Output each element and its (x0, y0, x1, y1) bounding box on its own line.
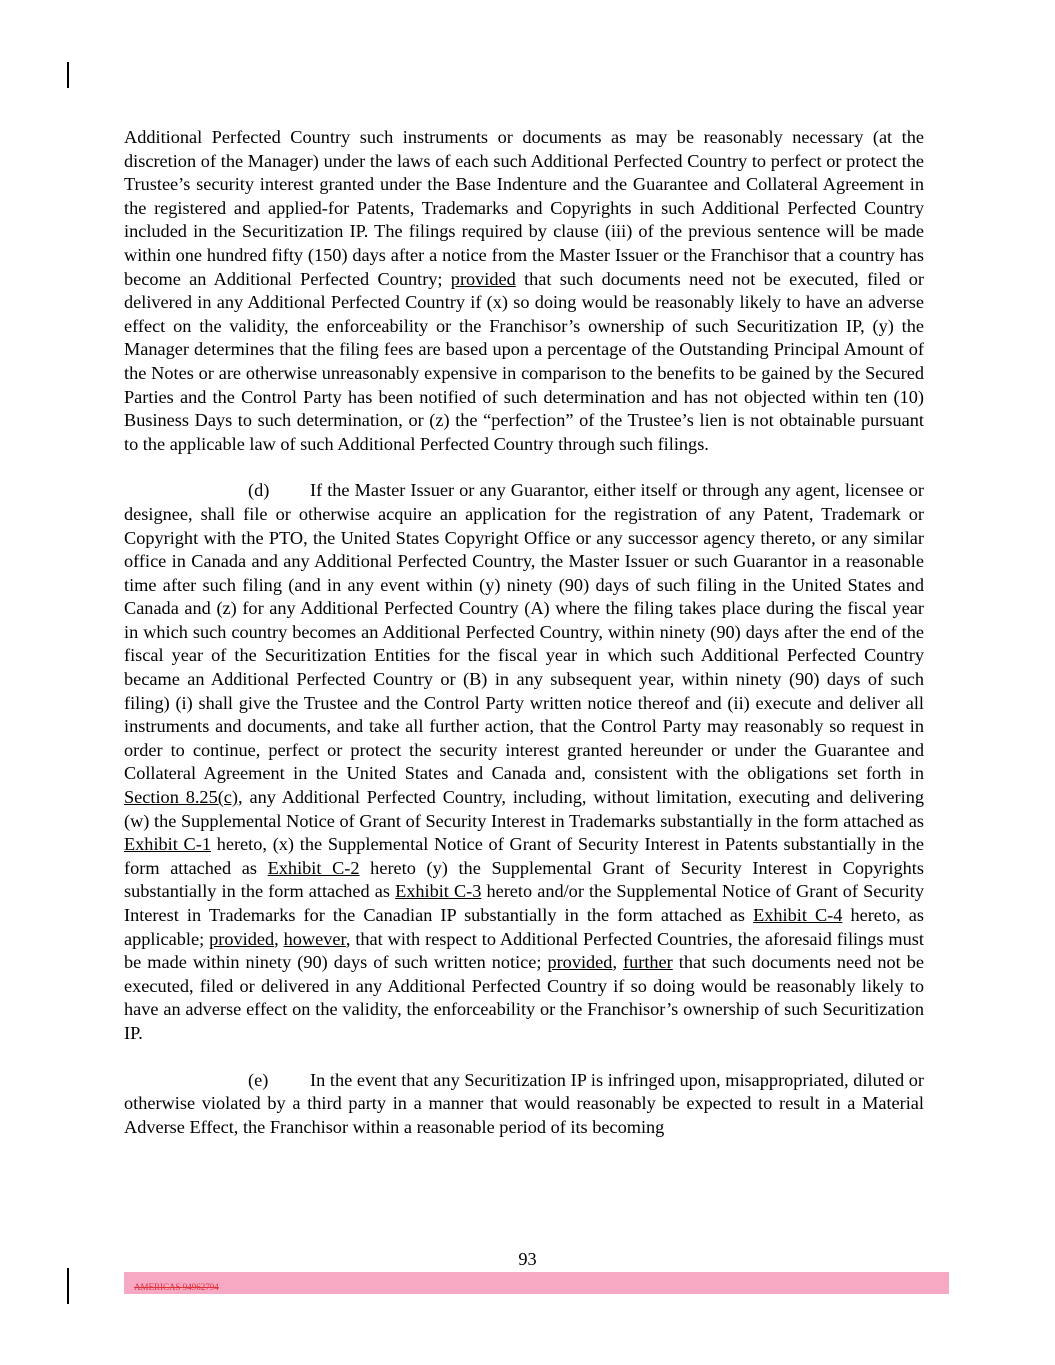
underlined-term: provided (209, 928, 275, 949)
text-run: In the event that any Securitization IP is infringed upon, misappropriated, diluted or otherwise violated by a third party in a manner that would reasonably be expected to result in a Material Adverse Effect, the Franchisor within a reasonable period of its becoming (124, 1069, 924, 1137)
footer-band (124, 1272, 949, 1294)
page-number: 93 (518, 1249, 537, 1269)
exhibit-reference: Exhibit C-1 (124, 834, 211, 855)
text-run: , (274, 928, 284, 949)
underlined-term: provided (450, 268, 516, 289)
exhibit-reference: Exhibit C-3 (395, 881, 482, 902)
underlined-term: further (623, 952, 673, 973)
text-run: hereto, (x) the Supplemental Notice of Grant of Security Interest in Patents substantially in the form attached as (124, 834, 924, 878)
section-reference: Section 8.25(c) (124, 787, 238, 808)
underlined-term: however (283, 928, 346, 949)
text-run: hereto and/or the Supplemental Notice of Grant of Security Interest in Trademarks for the Canadian IP substantially in the form attached as (124, 881, 924, 925)
text-run: , (612, 952, 624, 973)
text-run: hereto, as applicable; (124, 905, 924, 949)
clause-label: (e) (248, 1069, 269, 1090)
exhibit-reference: Exhibit C-4 (753, 905, 843, 925)
paragraph-d (124, 479, 924, 1045)
exhibit-reference: Exhibit C-2 (267, 857, 360, 878)
text-run: Additional Perfected Country such instruments or documents as may be reasonably necessary (at the discretion of the Manager) under the laws of each such Additional Perfected Country to perfect or protect the Trustee’s security interest granted under the Base Indenture and the Guarantee and Collateral Agreement in the registered and applied-for Patents, Trademarks and Copyrights in such Additional Perfected Country included in the Securitization IP. The filings required by clause (iii) of the previous sentence will be made within one hundred fifty (150) days after a notice from the Master Issuer or the Franchisor that a country has become an Additional Perfected Country; (124, 127, 924, 289)
document-id: AMERICAS 94962794 (134, 1282, 219, 1292)
change-bar-bottom (67, 1268, 69, 1304)
text-run: that such documents need not be executed, filed or delivered in any Additional Perfected Country if so doing would be reasonably likely to have an adverse effect on the validity, the enforceability or the Franchisor’s ownership of such Securitization IP. (124, 952, 924, 1043)
paragraph-continuation (124, 126, 924, 456)
document-body (124, 126, 924, 1162)
text-run: that such documents need not be executed, filed or delivered in any Additional Perfected Country if (x) so doing would be reasonably likely to have an adverse effect on the validity, the enforceability or the Franchisor’s ownership of such Securitization IP, (y) the Manager determines that the filing fees are based upon a percentage of the Outstanding Principal Amount of the Notes or are otherwise unreasonably expensive in comparison to the benefits to be gained by the Secured Parties and the Control Party has been notified of such determination and has not objected within ten (10) Business Days to such determination, or (z) the “perfection” of the Trustee’s lien is not obtainable pursuant to the applicable law of such Additional Perfected Country through such filings. (124, 268, 924, 454)
clause-label: (d) (248, 480, 270, 501)
text-run: , any Additional Perfected Country, including, without limitation, executing and delivering (w) the Supplemental Notice of Grant of Security Interest in Trademarks substantially in the form attached as (124, 787, 924, 831)
text-run: , that with respect to Additional Perfected Countries, the aforesaid filings must be made within ninety (90) days of such written notice; (124, 928, 924, 973)
underlined-term: provided (547, 952, 613, 973)
text-run: If the Master Issuer or any Guarantor, either itself or through any agent, licensee or designee, shall file or otherwise acquire an application for the registration of any Patent, Trademark or Copyright with the PTO, the United States Copyright Office or any successor agency thereto, or any similar office in Canada and any Additional Perfected Country, the Master Issuer or such Guarantor in a reasonable time after such filing (and in any event within (y) ninety (90) days of such filing in the United States and Canada and (z) for any Additional Perfected Country (A) where the filing takes place during the fiscal year in which such country becomes an Additional Perfected Country, within ninety (90) days after the end of the fiscal year of the Securitization Entities for the fiscal year in which such Additional Perfected Country became an Additional Perfected Country or (B) in any subsequent year, within ninety (90) days of such filing) (i) shall give the Trustee and the Control Party written notice thereof and (ii) execute and deliver all instruments and documents, and take all further action, that the Control Party may reasonably so request in order to continue, perfect or protect the security interest granted hereunder or under the Guarantee and Collateral Agreement in the United States and Canada and, consistent with the obligations set forth in (124, 480, 924, 784)
change-bar-top (67, 62, 69, 88)
text-run: hereto (y) the Supplemental Grant of Security Interest in Copyrights substantially in the form attached as (124, 857, 924, 902)
paragraph-e (124, 1069, 924, 1140)
